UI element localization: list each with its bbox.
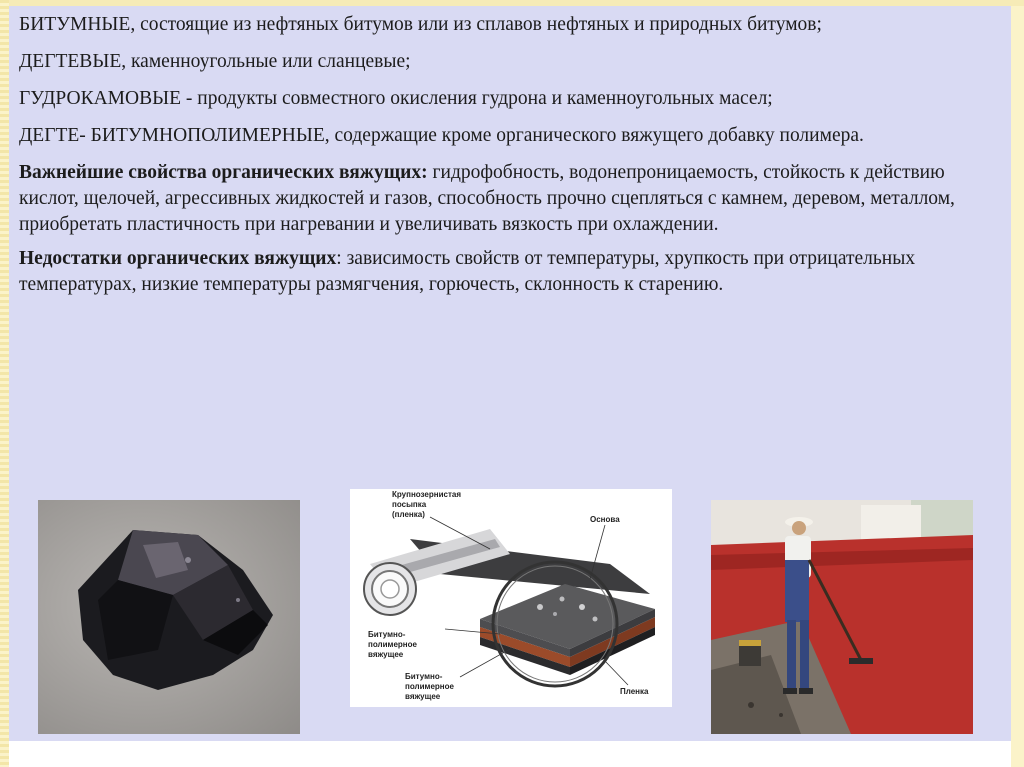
binder-type-tar-bitumen-polymer xyxy=(19,123,1009,149)
drawbacks-text: : зависимость свойств от температуры, хрупкость при отрицательных температурах, низкие температуры размягчения, горючесть, склонность к старению. xyxy=(19,248,916,295)
type-text: каменноугольные или сланцевые; xyxy=(126,51,411,72)
binder-type-bitumen xyxy=(19,12,1009,38)
label-mid-1: Битумно- xyxy=(368,630,406,639)
drawbacks-paragraph xyxy=(19,246,1009,298)
slide-text xyxy=(19,12,1009,306)
label-base: Основа xyxy=(590,515,620,524)
drawbacks-heading: Недостатки органических вяжущих xyxy=(19,248,337,269)
label-film: Пленка xyxy=(620,687,649,696)
worker-coating-photo xyxy=(711,500,973,734)
binder-type-gudrokam xyxy=(19,86,1009,112)
label-top-2: посыпка xyxy=(392,500,427,509)
bitumen-lump-illustration xyxy=(38,500,300,734)
bitumen-lump-photo xyxy=(38,500,300,734)
type-lead: ГУДРОКАМОВЫЕ xyxy=(19,88,182,109)
type-text: - продукты совместного окисления гудрона и каменноугольных масел; xyxy=(181,88,773,109)
label-top-1: Крупнозернистая xyxy=(392,490,461,499)
type-text: состоящие из нефтяных битумов или из сплавов нефтяных и природных битумов; xyxy=(135,14,822,35)
label-low-3: вяжущее xyxy=(405,692,441,701)
label-low-2: полимерное xyxy=(405,682,454,691)
type-lead: ДЕГТЕВЫЕ, xyxy=(19,51,127,72)
roofing-roll-diagram xyxy=(350,489,672,707)
properties-heading: Важнейшие свойства органических вяжущих: xyxy=(19,162,428,183)
label-mid-3: вяжущее xyxy=(368,650,404,659)
label-low-1: Битумно- xyxy=(405,672,443,681)
frame-left-band xyxy=(0,0,9,767)
label-mid-2: полимерное xyxy=(368,640,417,649)
type-lead: БИТУМНЫЕ, xyxy=(19,14,136,35)
type-text: содержащие кроме органического вяжущего добавку полимера. xyxy=(329,125,864,146)
binder-type-tar xyxy=(19,49,1009,75)
roll-layers-illustration xyxy=(350,489,672,707)
label-top-3: (пленка) xyxy=(392,510,425,519)
properties-text: гидрофобность, водонепроницаемость, стойкость к действию кислот, щелочей, агрессивных жидкостей и газов, способность прочно сцепляться с камнем, деревом, металлом, приобретать пластичность при нагревании и увеличивать вязкость при охлаждении. xyxy=(19,162,955,235)
type-lead: ДЕГТЕ- БИТУМНОПОЛИМЕРНЫЕ, xyxy=(19,125,330,146)
properties-paragraph xyxy=(19,160,1009,238)
slide-bottom-strip xyxy=(9,741,1011,767)
worker-illustration xyxy=(711,500,973,734)
